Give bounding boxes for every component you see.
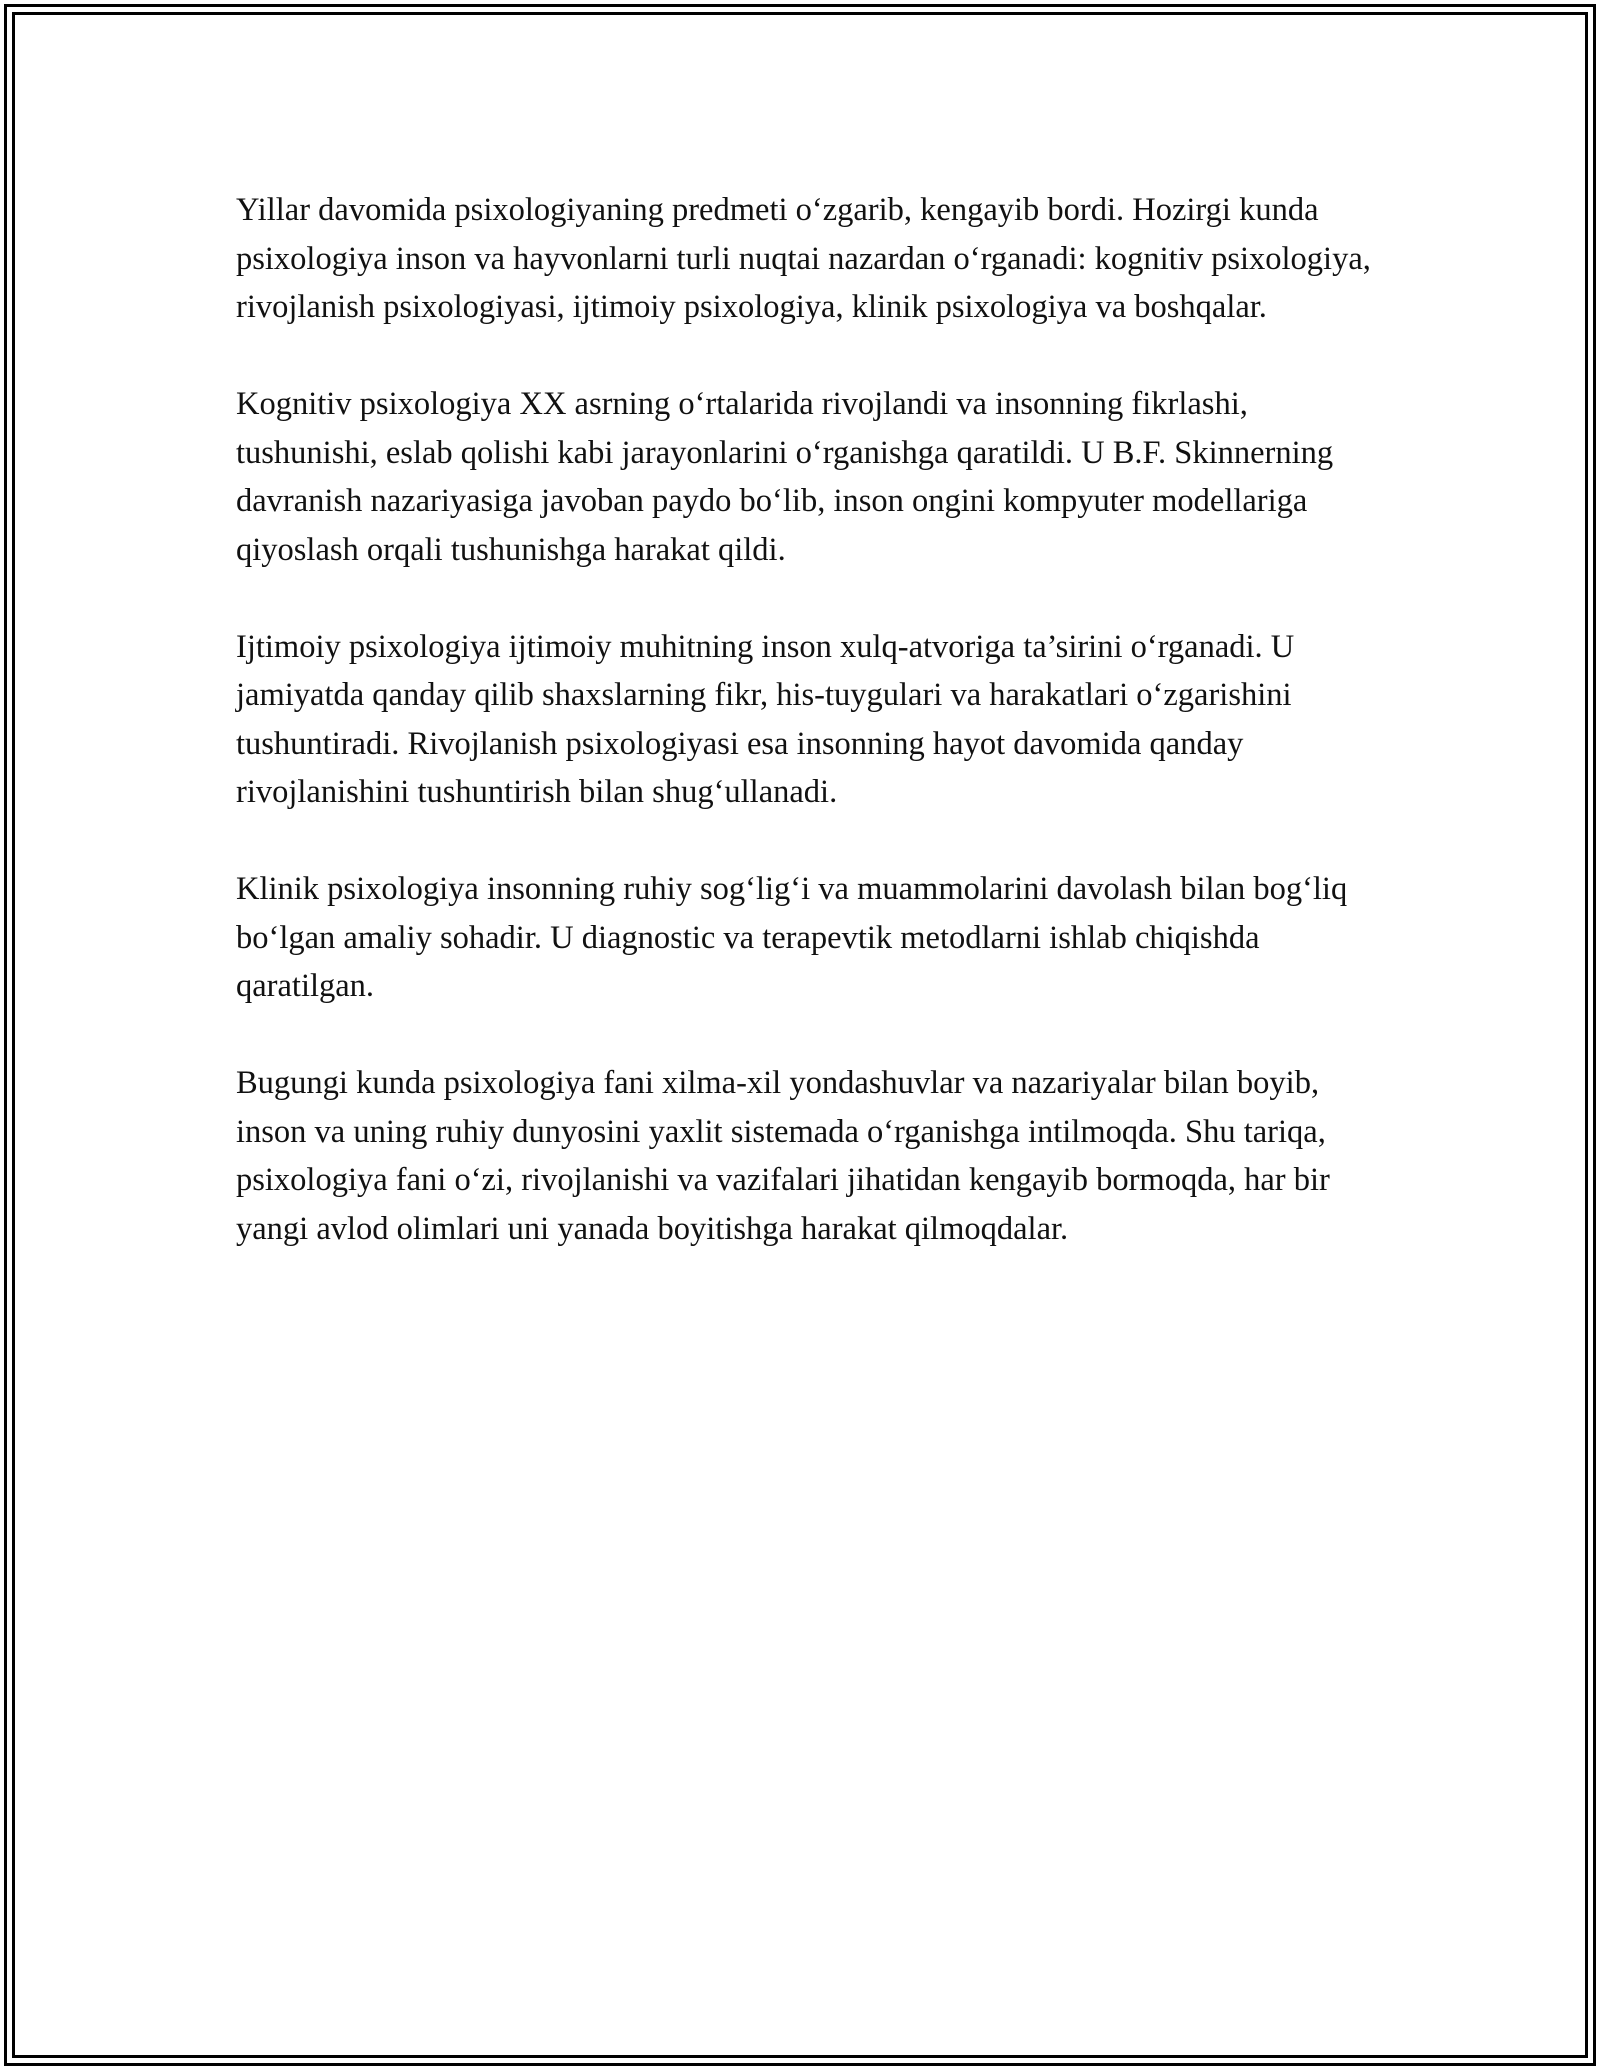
paragraph-3: Ijtimoiy psixologiya ijtimoiy muhitning inson xulq-atvoriga ta’sirini o‘rganadi. U jamiyatda qanday qilib shaxslarning fikr, his-tuygulari va harakatlari o‘zgarishini tushuntiradi. Rivojlanish psixologiyasi esa insonning hayot davomida qanday rivojlanishini tushuntirish bilan shug‘ullanadi.	[236, 628, 1295, 810]
paragraph-1: Yillar davomida psixologiyaning predmeti o‘zgarib, kengayib bordi. Hozirgi kunda psixologiya inson va hayvonlarni turli nuqtai nazardan o‘rganadi: kognitiv psixologiya, rivojlanish psixologiyasi, ijtimoiy psixologiya, klinik psixologiya va boshqalar.	[236, 192, 1371, 325]
document-body	[236, 186, 1376, 1302]
paragraph-2: Kognitiv psixologiya XX asrning o‘rtalarida rivojlandi va insonning fikrlashi, tushunishi, eslab qolishi kabi jarayonlarini o‘rganishga qaratildi. U B.F. Skinnerning davranish nazariyasiga javoban paydo bo‘lib, inson ongini kompyuter modellariga qiyoslash orqali tushunishga harakat qildi.	[236, 386, 1334, 568]
paragraph-4: Klinik psixologiya insonning ruhiy sog‘lig‘i va muammolarini davolash bilan bog‘liq bo‘lgan amaliy sohadir. U diagnostic va terapevtik metodlarni ishlab chiqishda qaratilgan.	[236, 871, 1348, 1004]
paragraph-5: Bugungi kunda psixologiya fani xilma-xil yondashuvlar va nazariyalar bilan boyib, inson va uning ruhiy dunyosini yaxlit sistemada o‘rganishga intilmoqda. Shu tariqa, psixologiya fani o‘zi, rivojlanishi va vazifalari jihatidan kengayib bormoqda, har bir yangi avlod olimlari uni yanada boyitishga harakat qilmoqdalar.	[236, 1065, 1330, 1247]
